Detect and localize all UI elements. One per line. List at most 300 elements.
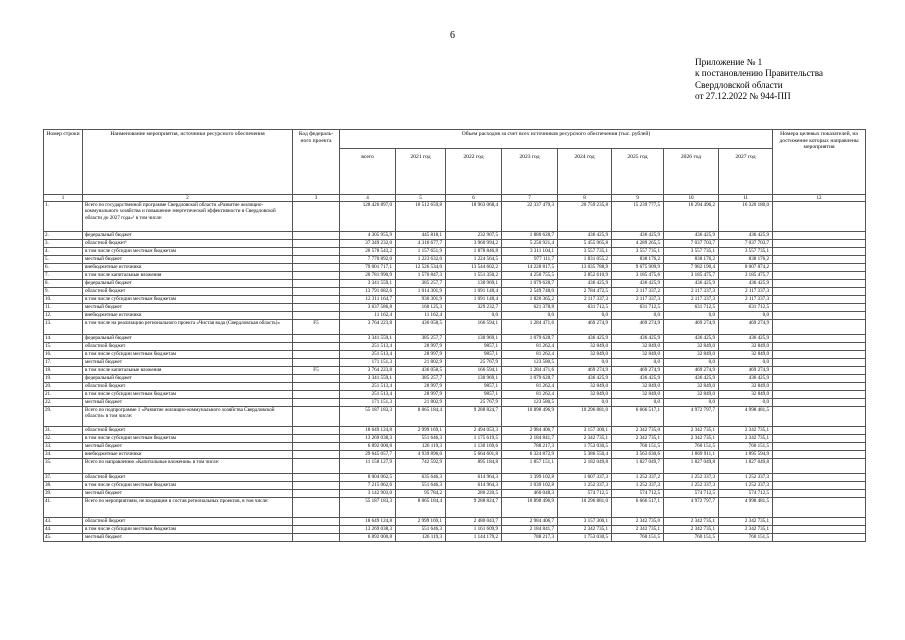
- year-value-cell: 1 252 337,2: [612, 474, 664, 482]
- year-value-cell: 1 252 337,3: [664, 474, 719, 482]
- total-cell: 55 187 183,3: [340, 407, 396, 427]
- year-value-cell: 614 964,3: [446, 474, 502, 482]
- year-value-cell: 1 252 337,3: [664, 482, 719, 490]
- project-code-cell: [293, 534, 340, 542]
- row-name-cell: местный бюджет: [83, 304, 293, 312]
- header-name: Наименование мероприятия, источники ресурсного обеспечения: [83, 130, 293, 195]
- row-number-cell: 18.: [44, 367, 83, 375]
- row-number-cell: 31.: [44, 427, 83, 435]
- year-value-cell: 3 185 475,7: [719, 272, 773, 280]
- year-value-cell: 2 117 337,3: [612, 296, 664, 304]
- year-value-cell: 18 963 068,4: [446, 202, 502, 232]
- target-indicators-cell: [773, 312, 866, 320]
- project-code-cell: [293, 518, 340, 526]
- year-value-cell: 1 827 049,8: [719, 459, 773, 474]
- table-row: [44, 312, 866, 320]
- year-value-cell: 2 999 169,1: [396, 427, 446, 435]
- target-indicators-cell: [773, 288, 866, 296]
- year-value-cell: 32 849,0: [664, 383, 719, 391]
- year-value-cell: 742 592,9: [396, 459, 446, 474]
- table-row: [44, 518, 866, 526]
- year-value-cell: 385 257,7: [396, 280, 446, 288]
- total-cell: 3 341 559,1: [340, 335, 396, 343]
- total-cell: 13 269 038,3: [340, 526, 396, 534]
- year-value-cell: 2 117 337,3: [719, 288, 773, 296]
- year-value-cell: 1 175 619,5: [446, 435, 502, 443]
- table-row: [44, 459, 866, 474]
- target-indicators-cell: [773, 375, 866, 383]
- row-name-cell: Всего по государственной программе Свердловской области «Развитие жилищно-коммунального хозяйства и повышение энергетической эффективности в Свердловской области до 2027 года»¹ в том числе:: [83, 202, 293, 232]
- row-number-cell: 35.: [44, 459, 83, 474]
- project-code-cell: [293, 359, 340, 367]
- year-value-cell: 4 289 265,5: [612, 240, 664, 248]
- year-value-cell: 436 425,9: [664, 232, 719, 240]
- year-value-cell: 2 184 841,7: [502, 526, 558, 534]
- year-value-cell: 1 157 651,9: [396, 248, 446, 256]
- year-value-cell: 2 182 049,8: [558, 459, 612, 474]
- year-value-cell: 2 342 735,1: [558, 435, 612, 443]
- year-value-cell: 32 849,0: [612, 343, 664, 351]
- year-value-cell: 123 580,5: [502, 399, 558, 407]
- year-value-cell: 1 895 594,9: [719, 451, 773, 459]
- column-number: 6: [446, 195, 502, 202]
- total-cell: 29 645 057,7: [340, 451, 396, 459]
- year-value-cell: 126 119,3: [396, 534, 446, 542]
- project-code-cell: [293, 335, 340, 343]
- row-name-cell: в том числе субсидии местным бюджетам: [83, 526, 293, 534]
- year-value-cell: 32 849,0: [719, 351, 773, 359]
- header-year: 2024 год: [558, 149, 612, 195]
- year-value-cell: 2 984 406,7: [502, 427, 558, 435]
- row-number-cell: 10.: [44, 296, 83, 304]
- year-value-cell: 9857,1: [446, 391, 502, 399]
- year-value-cell: 9 675 909,9: [612, 264, 664, 272]
- year-value-cell: 7 037 703,7: [664, 240, 719, 248]
- year-value-cell: 469 274,9: [558, 367, 612, 375]
- row-number-cell: 9.: [44, 288, 83, 296]
- year-value-cell: 4 972 797,7: [664, 498, 719, 518]
- year-value-cell: 4 998 481,5: [719, 498, 773, 518]
- year-value-cell: 2 494 053,3: [446, 427, 502, 435]
- year-value-cell: 9 288 824,7: [446, 498, 502, 518]
- table-row: [44, 443, 866, 451]
- row-number-cell: 3.: [44, 240, 83, 248]
- year-value-cell: 838 176,2: [612, 256, 664, 264]
- year-value-cell: 838 176,2: [719, 256, 773, 264]
- project-code-cell: [293, 526, 340, 534]
- header-year: 2021 год: [396, 149, 446, 195]
- total-cell: 6 892 000,8: [340, 534, 396, 542]
- row-name-cell: областной бюджет: [83, 288, 293, 296]
- project-code-cell: [293, 264, 340, 272]
- target-indicators-cell: [773, 443, 866, 451]
- year-value-cell: 32 849,0: [664, 351, 719, 359]
- row-number-cell: 29.: [44, 407, 83, 427]
- target-indicators-cell: [773, 391, 866, 399]
- year-value-cell: 25 767,9: [446, 359, 502, 367]
- year-value-cell: 13 035 788,9: [558, 264, 612, 272]
- year-value-cell: 1 869 911,1: [664, 451, 719, 459]
- table-row: [44, 232, 866, 240]
- project-code-cell: [293, 451, 340, 459]
- year-value-cell: 2 117 337,3: [664, 288, 719, 296]
- target-indicators-cell: [773, 498, 866, 518]
- year-value-cell: 2 342 735,1: [664, 526, 719, 534]
- year-value-cell: 130 969,1: [446, 280, 502, 288]
- row-name-cell: областной бюджет: [83, 518, 293, 526]
- year-value-cell: 1 831 055,2: [558, 256, 612, 264]
- table-row: [44, 359, 866, 367]
- project-code-cell: F5: [293, 367, 340, 375]
- year-value-cell: 2 342 735,0: [612, 427, 664, 435]
- year-value-cell: 436 425,9: [558, 375, 612, 383]
- year-value-cell: 3 557 735,1: [664, 248, 719, 256]
- year-value-cell: 2 342 735,1: [664, 435, 719, 443]
- year-value-cell: 1 399 102,8: [502, 474, 558, 482]
- year-value-cell: 4 316 677,7: [396, 240, 446, 248]
- year-value-cell: 10 898 496,9: [502, 498, 558, 518]
- year-value-cell: 0,0: [664, 359, 719, 367]
- year-value-cell: 788 217,3: [502, 534, 558, 542]
- year-value-cell: 1 130 169,6: [446, 443, 502, 451]
- year-value-cell: 1 252 337,3: [612, 482, 664, 490]
- year-value-cell: 32 849,0: [612, 391, 664, 399]
- total-cell: 128 426 897,0: [340, 202, 396, 232]
- table-row: [44, 272, 866, 280]
- table-row: [44, 296, 866, 304]
- table-row: [44, 427, 866, 435]
- target-indicators-cell: [773, 367, 866, 375]
- year-value-cell: 436 425,9: [719, 375, 773, 383]
- row-name-cell: федеральный бюджет: [83, 232, 293, 240]
- year-value-cell: 166 594,1: [446, 367, 502, 375]
- annex-line: к постановлению Правительства: [695, 68, 823, 79]
- row-name-cell: федеральный бюджет: [83, 335, 293, 343]
- row-number-cell: 17.: [44, 359, 83, 367]
- row-number-cell: 6.: [44, 264, 83, 272]
- row-name-cell: Всего по подпрограмме 1 «Развитие жилищно-коммунального хозяйства Свердловской области» в том числе:: [83, 407, 293, 427]
- year-value-cell: 81 262,4: [502, 343, 558, 351]
- year-value-cell: 2 184 841,7: [502, 435, 558, 443]
- table-row: [44, 383, 866, 391]
- row-number-cell: 8.: [44, 280, 83, 288]
- column-number: 2: [83, 195, 293, 202]
- column-number: 1: [44, 195, 83, 202]
- row-number-cell: 2.: [44, 232, 83, 240]
- row-name-cell: в том числе субсидии местным бюджетам: [83, 296, 293, 304]
- column-number: 12: [773, 195, 866, 202]
- table-row: [44, 343, 866, 351]
- year-value-cell: 614 964,3: [446, 482, 502, 490]
- year-value-cell: 16 320 180,0: [719, 202, 773, 232]
- year-value-cell: 32 849,0: [664, 391, 719, 399]
- row-name-cell: местный бюджет: [83, 490, 293, 498]
- year-value-cell: 574 712,5: [719, 490, 773, 498]
- row-number-cell: 22.: [44, 399, 83, 407]
- year-value-cell: 3 557 735,1: [558, 248, 612, 256]
- target-indicators-cell: [773, 435, 866, 443]
- table-row: [44, 391, 866, 399]
- year-value-cell: 436 425,9: [719, 280, 773, 288]
- year-value-cell: 1 252 337,3: [719, 482, 773, 490]
- year-value-cell: 2 117 337,3: [719, 296, 773, 304]
- year-value-cell: 469 274,9: [558, 320, 612, 335]
- year-value-cell: 0,0: [612, 359, 664, 367]
- year-value-cell: 28 997,9: [396, 383, 446, 391]
- year-value-cell: 977 111,7: [502, 256, 558, 264]
- row-name-cell: федеральный бюджет: [83, 280, 293, 288]
- year-value-cell: 3 852 610,9: [558, 272, 612, 280]
- table-row: [44, 335, 866, 343]
- project-code-cell: [293, 312, 340, 320]
- target-indicators-cell: [773, 383, 866, 391]
- row-number-cell: 43.: [44, 518, 83, 526]
- year-value-cell: 0,0: [719, 312, 773, 320]
- total-cell: 11 162,4: [340, 312, 396, 320]
- table-row: [44, 435, 866, 443]
- year-value-cell: 25 767,9: [446, 399, 502, 407]
- table-row: [44, 474, 866, 482]
- year-value-cell: 3 157 300,1: [558, 427, 612, 435]
- year-value-cell: 7 982 190,4: [664, 264, 719, 272]
- project-code-cell: [293, 459, 340, 474]
- year-value-cell: 126 119,3: [396, 443, 446, 451]
- row-number-cell: 34.: [44, 451, 83, 459]
- year-value-cell: 2 342 735,1: [719, 518, 773, 526]
- year-value-cell: 10 296 881,0: [558, 498, 612, 518]
- year-value-cell: 574 712,5: [612, 490, 664, 498]
- target-indicators-cell: [773, 304, 866, 312]
- year-value-cell: 2 342 735,0: [612, 518, 664, 526]
- year-value-cell: 28 997,9: [396, 391, 446, 399]
- year-value-cell: 0,0: [719, 359, 773, 367]
- year-value-cell: 385 257,7: [396, 375, 446, 383]
- year-value-cell: 5 664 601,8: [446, 451, 502, 459]
- target-indicators-cell: [773, 399, 866, 407]
- year-value-cell: 1 144 179,2: [446, 534, 502, 542]
- year-value-cell: 0,0: [719, 399, 773, 407]
- year-value-cell: 21 802,9: [396, 399, 446, 407]
- total-cell: 251 513,4: [340, 391, 396, 399]
- table-row: [44, 280, 866, 288]
- year-value-cell: 1 079 628,7: [502, 335, 558, 343]
- row-name-cell: внебюджетные источники: [83, 264, 293, 272]
- target-indicators-cell: [773, 240, 866, 248]
- row-name-cell: федеральный бюджет: [83, 375, 293, 383]
- year-value-cell: 8 065 184,4: [396, 498, 446, 518]
- table-row: [44, 248, 866, 256]
- year-value-cell: 81 262,4: [502, 391, 558, 399]
- year-value-cell: 8 007 874,2: [719, 264, 773, 272]
- year-value-cell: 32 849,0: [612, 383, 664, 391]
- year-value-cell: 2 999 169,1: [396, 518, 446, 526]
- total-cell: 3 142 903,0: [340, 490, 396, 498]
- project-code-cell: [293, 304, 340, 312]
- table-row: [44, 399, 866, 407]
- year-value-cell: 436 425,9: [612, 280, 664, 288]
- total-cell: 251 513,4: [340, 343, 396, 351]
- project-code-cell: [293, 202, 340, 232]
- year-value-cell: 469 274,9: [612, 320, 664, 335]
- header-row-number: Номер строки: [44, 130, 83, 195]
- year-value-cell: 2 480 043,7: [446, 518, 502, 526]
- total-cell: 3 637 586,8: [340, 304, 396, 312]
- target-indicators-cell: [773, 335, 866, 343]
- year-value-cell: 2 342 735,1: [664, 427, 719, 435]
- year-value-cell: 436 425,9: [558, 335, 612, 343]
- year-value-cell: 166 594,1: [446, 320, 502, 335]
- year-value-cell: 436 425,9: [612, 375, 664, 383]
- year-value-cell: 95 784,2: [396, 490, 446, 498]
- target-indicators-cell: [773, 474, 866, 482]
- row-number-cell: 21.: [44, 391, 83, 399]
- year-value-cell: 32 849,0: [558, 351, 612, 359]
- total-cell: 12 311 164,7: [340, 296, 396, 304]
- total-cell: 13 269 038,3: [340, 435, 396, 443]
- project-code-cell: [293, 343, 340, 351]
- year-value-cell: 2 342 735,1: [664, 518, 719, 526]
- row-number-cell: 38.: [44, 482, 83, 490]
- year-value-cell: 838 176,2: [664, 256, 719, 264]
- year-value-cell: 32 849,0: [558, 391, 612, 399]
- header-year: 2023 год: [502, 149, 558, 195]
- annex-line: Приложение № 1: [695, 57, 763, 67]
- year-value-cell: 621 378,8: [502, 304, 558, 312]
- column-number: 11: [719, 195, 773, 202]
- year-value-cell: 2 342 735,1: [612, 435, 664, 443]
- column-number: 5: [396, 195, 446, 202]
- total-cell: 3 341 559,1: [340, 280, 396, 288]
- year-value-cell: 3 185 475,6: [612, 272, 664, 280]
- year-value-cell: 0,0: [612, 312, 664, 320]
- year-value-cell: 930 301,9: [396, 296, 446, 304]
- total-cell: 251 513,4: [340, 351, 396, 359]
- year-value-cell: 32 849,0: [719, 343, 773, 351]
- target-indicators-cell: [773, 427, 866, 435]
- column-number: 7: [502, 195, 558, 202]
- year-value-cell: 2 342 735,1: [612, 526, 664, 534]
- year-value-cell: 1 820 365,2: [502, 296, 558, 304]
- year-value-cell: 0,0: [664, 399, 719, 407]
- row-number-cell: 13.: [44, 320, 83, 335]
- target-indicators-cell: [773, 272, 866, 280]
- project-code-cell: [293, 272, 340, 280]
- total-cell: 6 892 000,8: [340, 443, 396, 451]
- year-value-cell: 385 257,7: [396, 335, 446, 343]
- year-value-cell: 14 228 817,5: [502, 264, 558, 272]
- total-cell: 3 764 223,8: [340, 367, 396, 375]
- target-indicators-cell: [773, 451, 866, 459]
- target-indicators-cell: [773, 256, 866, 264]
- target-indicators-cell: [773, 202, 866, 232]
- year-value-cell: 2 984 406,7: [502, 518, 558, 526]
- target-indicators-cell: [773, 482, 866, 490]
- table-row: [44, 202, 866, 232]
- table-row: [44, 240, 866, 248]
- row-name-cell: Всего по мероприятиям, не входящим в состав региональных проектов, в том числе:: [83, 498, 293, 518]
- year-value-cell: 760 151,5: [719, 443, 773, 451]
- target-indicators-cell: [773, 280, 866, 288]
- annex-line: от 27.12.2022 № 944-ПП: [695, 91, 791, 102]
- total-cell: 11 158 127,9: [340, 459, 396, 474]
- year-value-cell: 81 262,4: [502, 383, 558, 391]
- year-value-cell: 81 262,4: [502, 351, 558, 359]
- year-value-cell: 5 455 965,8: [558, 240, 612, 248]
- year-value-cell: 9857,1: [446, 383, 502, 391]
- total-cell: 7 770 892,0: [340, 256, 396, 264]
- row-number-cell: 11.: [44, 304, 83, 312]
- column-number: 8: [558, 195, 612, 202]
- row-name-cell: в том числе субсидии местным бюджетам: [83, 482, 293, 490]
- year-value-cell: 0,0: [558, 399, 612, 407]
- total-cell: 171 151,3: [340, 359, 396, 367]
- year-value-cell: 760 151,5: [719, 534, 773, 542]
- project-code-cell: [293, 232, 340, 240]
- year-value-cell: 436 425,9: [612, 232, 664, 240]
- year-value-cell: 1 878 846,8: [446, 248, 502, 256]
- row-number-cell: 7.: [44, 272, 83, 280]
- year-value-cell: 469 274,9: [719, 367, 773, 375]
- table-row: [44, 498, 866, 518]
- row-number-cell: 32.: [44, 435, 83, 443]
- row-number-cell: 5.: [44, 256, 83, 264]
- year-value-cell: 32 849,0: [719, 391, 773, 399]
- row-name-cell: в том числе капитальные вложения: [83, 272, 293, 280]
- year-value-cell: 760 151,5: [664, 534, 719, 542]
- year-value-cell: 2 549 748,0: [502, 288, 558, 296]
- row-number-cell: 20.: [44, 383, 83, 391]
- year-value-cell: 1 091 148,4: [446, 296, 502, 304]
- year-value-cell: 232 907,5: [446, 232, 502, 240]
- year-value-cell: 4 939 896,0: [396, 451, 446, 459]
- year-value-cell: 12 526 534,0: [396, 264, 446, 272]
- year-value-cell: 551 646,3: [396, 435, 446, 443]
- year-value-cell: 2 342 735,1: [719, 526, 773, 534]
- year-value-cell: 2 784 472,5: [558, 288, 612, 296]
- year-value-cell: 469 274,9: [664, 320, 719, 335]
- column-number-row: [44, 195, 866, 202]
- year-value-cell: 3 311 104,1: [502, 248, 558, 256]
- page-number: 6: [450, 30, 455, 41]
- total-cell: 18 649 124,8: [340, 518, 396, 526]
- target-indicators-cell: [773, 351, 866, 359]
- year-value-cell: 10 898 496,9: [502, 407, 558, 427]
- target-indicators-cell: [773, 296, 866, 304]
- year-value-cell: 1 607 337,3: [558, 474, 612, 482]
- year-value-cell: 280 220,5: [446, 490, 502, 498]
- year-value-cell: 1 091 148,4: [446, 288, 502, 296]
- year-value-cell: 1 284 471,6: [502, 320, 558, 335]
- year-value-cell: 329 232,7: [446, 304, 502, 312]
- year-value-cell: 9857,1: [446, 343, 502, 351]
- project-code-cell: [293, 474, 340, 482]
- project-code-cell: [293, 498, 340, 518]
- year-value-cell: 1 161 609,9: [446, 526, 502, 534]
- row-name-cell: областной бюджет: [83, 427, 293, 435]
- total-cell: 18 649 124,8: [340, 427, 396, 435]
- year-value-cell: 4 972 797,7: [664, 407, 719, 427]
- year-value-cell: 1 753 030,5: [558, 534, 612, 542]
- year-value-cell: 1 857 151,1: [502, 459, 558, 474]
- year-value-cell: 469 274,9: [664, 367, 719, 375]
- year-value-cell: 2 342 735,1: [558, 526, 612, 534]
- project-code-cell: [293, 435, 340, 443]
- year-value-cell: 1 570 847,3: [396, 272, 446, 280]
- target-indicators-cell: [773, 490, 866, 498]
- year-value-cell: 788 217,3: [502, 443, 558, 451]
- row-name-cell: местный бюджет: [83, 359, 293, 367]
- year-value-cell: 436 425,9: [664, 375, 719, 383]
